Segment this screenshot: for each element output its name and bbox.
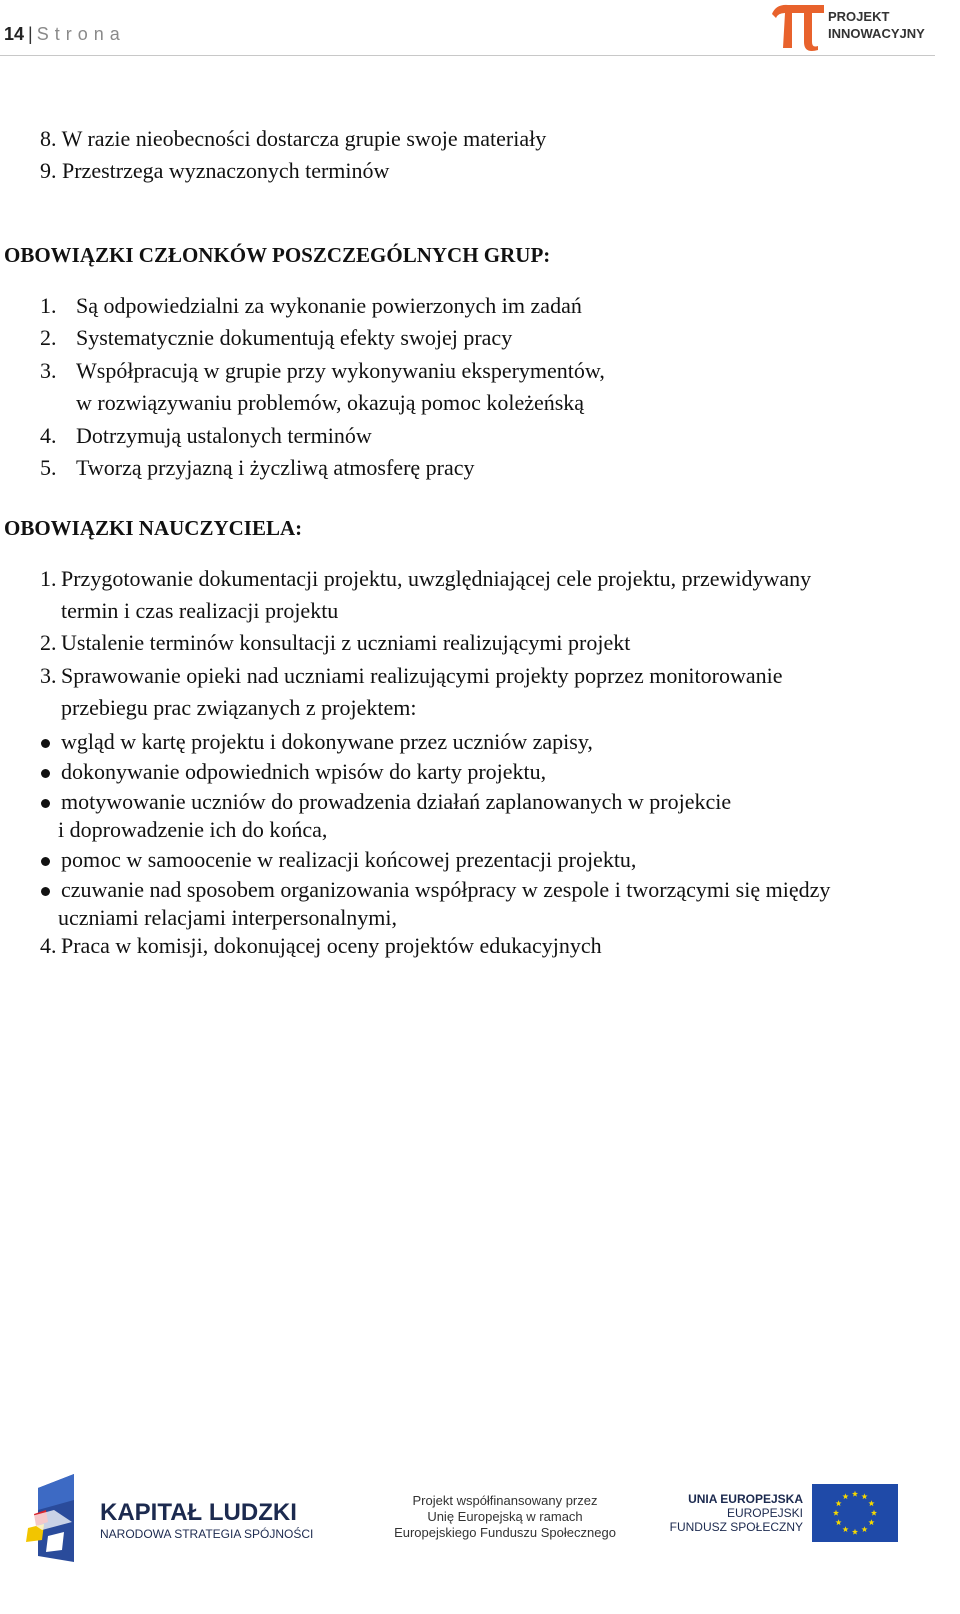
bullet-item-text: pomoc w samoocenie w realizacji końcowej prezentacji projektu, (61, 847, 637, 872)
bullet-icon (41, 769, 50, 778)
page-number-label (4, 24, 126, 45)
list-item (40, 158, 389, 184)
projekt-innowacyjny-logo (770, 2, 930, 50)
list-item-number: 9. (40, 158, 57, 183)
list-item (40, 455, 57, 481)
list-item-number: 5. (40, 455, 57, 480)
kapital-ludzki-subtitle: NARODOWA STRATEGIA SPÓJNOŚCI (100, 1527, 314, 1541)
list-item (40, 630, 57, 656)
list-item-text: Przestrzega wyznaczonych terminów (62, 158, 390, 183)
list-item-text: W razie nieobecności dostarcza grupie swoje materiały (61, 126, 547, 151)
kapital-ludzki-emblem-icon (24, 1470, 96, 1566)
list-item (40, 126, 546, 152)
list-item-text: Ustalenie terminów konsultacji z uczniami realizującymi projekt (61, 630, 631, 655)
bullet-item-text: dokonywanie odpowiednich wpisów do karty projektu, (61, 759, 547, 784)
list-item (40, 566, 57, 592)
cofinancing-line: Europejskiego Funduszu Społecznego (394, 1525, 616, 1540)
eu-flag-icon (812, 1484, 898, 1542)
page-number: 14 (4, 24, 25, 44)
list-item-number: 3. (40, 663, 57, 688)
section-heading-groups: OBOWIĄZKI CZŁONKÓW POSZCZEGÓLNYCH GRUP: (4, 243, 551, 267)
list-item-text: Tworzą przyjazną i życzliwą atmosferę pracy (76, 455, 475, 480)
list-item-text-continued: w rozwiązywaniu problemów, okazują pomoc koleżeńską (76, 390, 585, 415)
eu-label-line: UNIA EUROPEJSKA (688, 1492, 803, 1506)
logo-line-2: INNOWACYJNY (828, 26, 925, 41)
section-heading-teacher: OBOWIĄZKI NAUCZYCIELA: (4, 516, 303, 540)
list-item (40, 358, 57, 384)
list-item (40, 325, 57, 351)
bullet-icon (41, 799, 50, 808)
bullet-item-text: wgląd w kartę projektu i dokonywane przez uczniów zapisy, (61, 729, 593, 754)
cofinancing-line: Projekt współfinansowany przez (412, 1493, 598, 1508)
list-item-text: Przygotowanie dokumentacji projektu, uwzględniającej cele projektu, przewidywany (61, 566, 812, 591)
list-item-text: Współpracują w grupie przy wykonywaniu eksperymentów, (76, 358, 605, 383)
eu-label-line: FUNDUSZ SPOŁECZNY (669, 1520, 803, 1534)
eu-fund-label (660, 1492, 803, 1534)
list-item-number: 4. (40, 933, 57, 958)
cofinancing-line: Unię Europejską w ramach (427, 1509, 583, 1524)
pi-icon (770, 2, 826, 52)
list-item-number: 1. (40, 293, 57, 318)
bullet-item-text-continued: uczniami relacjami interpersonalnymi, (58, 905, 398, 930)
bullet-icon (41, 887, 50, 896)
eu-label-line: EUROPEJSKI (726, 1506, 803, 1520)
list-item-text: Są odpowiedzialni za wykonanie powierzonych im zadań (76, 293, 582, 318)
list-item-text: Dotrzymują ustalonych terminów (76, 423, 372, 448)
bullet-icon (41, 857, 50, 866)
list-item (40, 663, 57, 689)
header-divider (0, 55, 935, 56)
bullet-item-text: czuwanie nad sposobem organizowania współpracy w zespole i tworzącymi się między (61, 877, 831, 902)
kapital-ludzki-title: KAPITAŁ LUDZKI (100, 1499, 297, 1526)
list-item-number: 1. (40, 566, 57, 591)
page-header (0, 0, 960, 56)
list-item-number: 4. (40, 423, 57, 448)
list-item-text-continued: termin i czas realizacji projektu (61, 598, 339, 623)
list-item (40, 933, 57, 959)
list-item-text-continued: przebiegu prac związanych z projektem: (61, 695, 417, 720)
list-item (40, 423, 57, 449)
list-item-text: Sprawowanie opieki nad uczniami realizującymi projekty poprzez monitorowanie (61, 663, 783, 688)
list-item-text: Praca w komisji, dokonującej oceny projektów edukacyjnych (61, 933, 602, 958)
bullet-item-text-continued: i doprowadzenie ich do końca, (58, 817, 328, 842)
list-item-number: 8. (40, 126, 57, 151)
page-word: Strona (36, 24, 126, 44)
list-item-number: 2. (40, 630, 57, 655)
list-item (40, 293, 57, 319)
list-item-number: 2. (40, 325, 57, 350)
page-footer (0, 1460, 960, 1614)
bullet-icon (41, 739, 50, 748)
page-number-separator: | (28, 24, 33, 44)
cofinancing-note (380, 1493, 630, 1541)
logo-line-1: PROJEKT (828, 9, 890, 24)
list-item-text: Systematycznie dokumentują efekty swojej pracy (76, 325, 513, 350)
list-item-number: 3. (40, 358, 57, 383)
bullet-item-text: motywowanie uczniów do prowadzenia działań zaplanowanych w projekcie (61, 789, 732, 814)
